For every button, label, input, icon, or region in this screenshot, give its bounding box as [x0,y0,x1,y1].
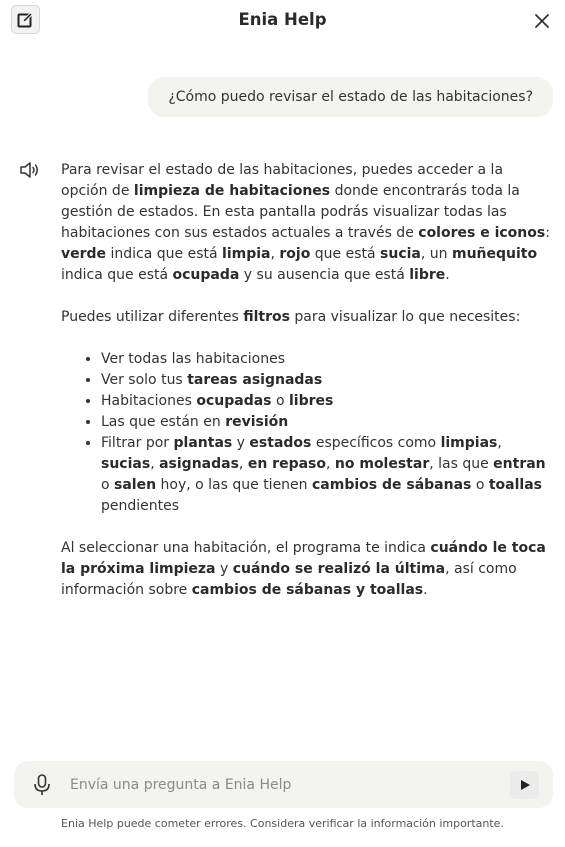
list-item [101,370,551,391]
text-segment: Filtrar por [101,435,174,451]
bold-text: asignadas [159,456,239,472]
bold-text: ocupadas [196,393,272,409]
bold-text: limpia [222,246,271,262]
text-segment: Ver solo tus [101,372,188,388]
text-segment: específicos como [311,435,441,451]
bold-text: cambios de sábanas [312,477,472,493]
bold-text: cuándo se realizó la última [232,561,446,577]
bold-text: no molestar [334,456,430,472]
text-segment: . [423,582,428,598]
bold-text: colores e iconos [418,225,546,241]
text-segment: hoy, o las que tienen [156,477,312,493]
bold-text: entran [493,456,546,472]
bold-text: rojo [279,246,311,262]
bold-text: limpias [440,435,498,451]
text-segment: , [238,456,248,472]
bold-text: filtros [243,309,290,325]
text-segment: , [325,456,335,472]
list-item [101,433,551,517]
user-message-text: ¿Cómo puedo revisar el estado de las habitaciones? [168,89,533,105]
bold-text: tareas asignadas [187,372,323,388]
bold-text: verde [61,246,107,262]
text-segment: indica que está [61,267,173,283]
text-segment: . [445,267,450,283]
answer-closing-paragraph [61,538,551,601]
text-segment: , las que [429,456,494,472]
user-message-bubble [148,77,553,117]
microphone-button[interactable] [31,773,53,797]
text-segment: pendientes [101,498,180,514]
text-segment: , [150,456,160,472]
text-segment: Habitaciones [101,393,197,409]
bold-text: libres [288,393,334,409]
text-segment: , un [420,246,452,262]
bold-text: ocupada [172,267,240,283]
text-segment: Para revisar el estado de las habitaciones, puedes acceder a la opción de [61,162,504,199]
text-segment: y su ausencia que está [239,267,410,283]
bold-text: en repaso [247,456,326,472]
text-segment: que está [310,246,381,262]
disclaimer-text: Enia Help puede cometer errores. Considera verificar la información importante. [61,817,504,830]
list-item [101,412,551,433]
bold-text: libre [409,267,446,283]
text-segment: Al seleccionar una habitación, el programa te indica [61,540,431,556]
text-segment: o [271,393,289,409]
text-segment: Puedes utilizar diferentes [61,309,244,325]
assistant-answer [61,160,551,622]
text-segment: : [545,225,550,241]
bold-text: cambios de sábanas y toallas [191,582,424,598]
text-segment: , [270,246,280,262]
speaker-icon [18,158,42,182]
text-segment: y [215,561,233,577]
bold-text: limpieza de habitaciones [133,183,331,199]
text-segment: para visualizar lo que necesites: [289,309,521,325]
filter-list [61,349,551,517]
text-segment: , así como información sobre [61,561,517,598]
text-segment: Ver todas las habitaciones [101,351,286,367]
text-segment: y [232,435,250,451]
bold-text: salen [114,477,157,493]
bold-text: estados [249,435,312,451]
answer-paragraph [61,160,551,286]
close-button[interactable] [531,10,553,32]
app-title: Enia Help [238,10,327,29]
send-icon [519,779,531,791]
header [0,0,565,42]
text-segment: Las que están en [101,414,226,430]
text-segment: , [497,435,502,451]
text-segment: indica que está [106,246,223,262]
close-icon [535,14,549,28]
bold-text: sucias [101,456,151,472]
bold-text: sucia [380,246,421,262]
text-segment: donde encontrarás toda la gestión de estados. En esta pantalla podrás visualizar todas las habitaciones con sus estados actuales a través de [61,183,520,241]
bold-text: revisión [225,414,289,430]
send-button[interactable] [510,771,539,799]
bold-text: toallas [488,477,542,493]
text-segment: o [471,477,489,493]
answer-paragraph [61,307,551,328]
read-aloud-button[interactable] [18,158,42,182]
list-item [101,391,551,412]
message-composer [14,761,553,808]
list-item [101,349,551,370]
bold-text: plantas [173,435,233,451]
question-input[interactable] [70,773,500,797]
bold-text: muñequito [452,246,538,262]
microphone-icon [31,773,53,797]
text-segment: o [101,477,115,493]
bold-text: cuándo le toca la próxima limpieza [61,540,546,577]
